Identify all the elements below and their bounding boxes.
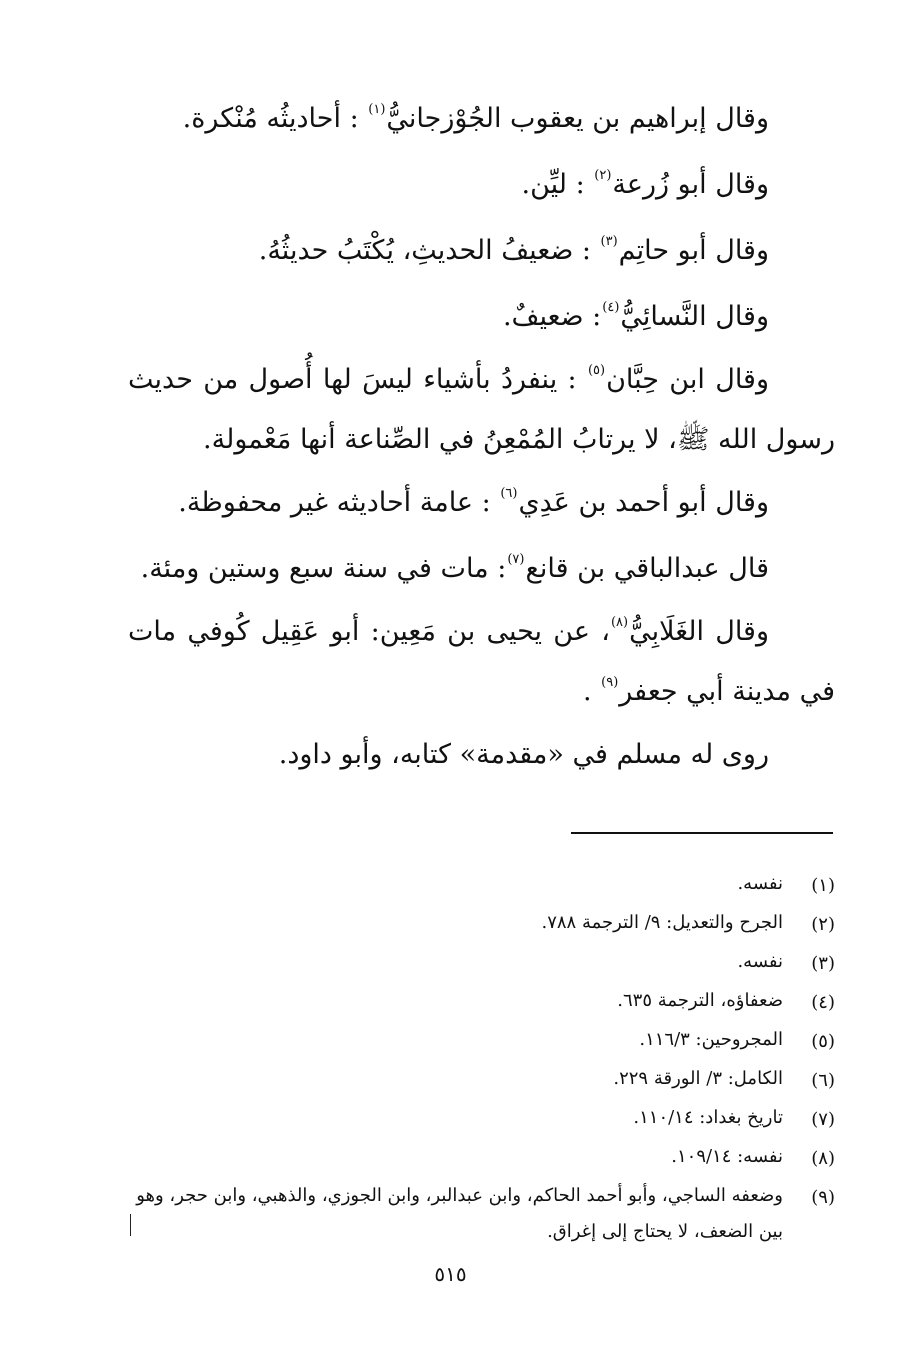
paragraph-ibn-adi: وقال أبو أحمد بن عَدِي$^{(٦)}$ : عامة أحاديثه غير محفوظة. — [178, 486, 769, 518]
footnotes — [128, 866, 835, 1250]
footnote-ref[interactable]: (٨) — [610, 615, 629, 630]
footnote-text: نفسه. — [737, 951, 783, 972]
paragraph-abu-hatim: وقال أبو حاتِم$^{(٣)}$ : ضعيفُ الحديثِ، يُكْتَبُ حديثُهُ. — [258, 234, 769, 266]
footnote-ref[interactable]: (٩) — [601, 675, 619, 690]
footnote-ref[interactable]: (٥) — [587, 363, 606, 378]
footnote-item — [128, 944, 835, 983]
paragraph-nasai: وقال النَّسائِيُّ$^{(٤)}$: ضعيفٌ. — [502, 300, 769, 332]
footnote-text: الجرح والتعديل: ٩/ الترجمة ٧٨٨. — [541, 912, 783, 933]
footnote-number: (٥) — [811, 1031, 835, 1052]
footnote-item — [128, 1139, 835, 1178]
footnote-item — [128, 1061, 835, 1100]
footnote-item — [128, 1178, 835, 1250]
footnote-text: نفسه. — [737, 873, 783, 894]
footnote-text: الكامل: ٣/ الورقة ٢٢٩. — [613, 1068, 783, 1089]
paragraph-ibn-hibban: وقال ابن حِبَّان$^{(٥)}$ : ينفردُ بأشياء ليسَ لها أُصول من حديث رسول الله ﷺ، لا يرتابُ المُمْعِنُ في الصِّناعة أنها مَعْمولة. — [128, 363, 835, 455]
footnote-item — [128, 983, 835, 1022]
footnote-ref[interactable]: (٦) — [500, 486, 518, 501]
footnote-number: (٣) — [811, 953, 835, 974]
footnote-number: (٨) — [811, 1148, 835, 1169]
footnote-ref[interactable]: (٣) — [600, 234, 618, 249]
footnote-number: (٧) — [811, 1109, 835, 1130]
paragraph-jawzajani: وقال إبراهيم بن يعقوب الجُوْزجانيُّ$^{(١)}$ : أحاديثُه مُنْكرة. — [182, 102, 769, 134]
footnote-number: (٩) — [811, 1187, 835, 1208]
footnote-item — [128, 1100, 835, 1139]
footnote-item — [128, 1022, 835, 1061]
footnote-item — [128, 866, 835, 905]
paragraph-abu-zura: وقال أبو زُرعة$^{(٢)}$ : ليِّن. — [521, 168, 769, 200]
footnote-ref[interactable]: (٢) — [594, 168, 612, 183]
footnote-number: (٤) — [811, 992, 835, 1013]
margin-mark — [130, 1214, 131, 1236]
footnote-ref[interactable]: (٧) — [507, 552, 525, 567]
footnote-number: (٦) — [811, 1070, 835, 1091]
footnote-text: نفسه: ١٠٩/١٤. — [671, 1146, 783, 1167]
main-text — [128, 86, 835, 788]
footnote-item — [128, 905, 835, 944]
footnote-number: (٢) — [811, 914, 835, 935]
paragraph-ibn-qani: قال عبدالباقي بن قانع$^{(٧)}$: مات في سنة سبع وستين ومئة. — [140, 552, 769, 584]
footnote-number: (١) — [811, 875, 835, 896]
footnote-ref[interactable]: (١) — [368, 102, 386, 117]
paragraph-narrated-by: روى له مسلم في «مقدمة» كتابه، وأبو داود. — [278, 739, 769, 770]
footnote-text: ضعفاؤه، الترجمة ٦٣٥. — [617, 990, 783, 1011]
page-number: ٥١٥ — [434, 1262, 467, 1286]
footnote-text: المجروحين: ١١٦/٣. — [639, 1029, 783, 1050]
footnote-ref[interactable]: (٤) — [602, 300, 620, 315]
footnote-text: تاريخ بغداد: ١١٠/١٤. — [633, 1107, 783, 1128]
footnote-text: وضعفه الساجي، وأبو أحمد الحاكم، وابن عبدالبر، وابن الجوزي، والذهبي، وابن حجر، وهو بين الضعف، لا يحتاج إلى إغراق. — [136, 1185, 783, 1242]
paragraph-ghalabi: وقال الغَلَابِيُّ$^{(٨)}$، عن يحيى بن مَعِين: أبو عَقِيل كُوفي مات في مدينة أبي جعفر$^{(٩)}$ . — [128, 615, 835, 707]
footnote-separator — [571, 832, 833, 834]
